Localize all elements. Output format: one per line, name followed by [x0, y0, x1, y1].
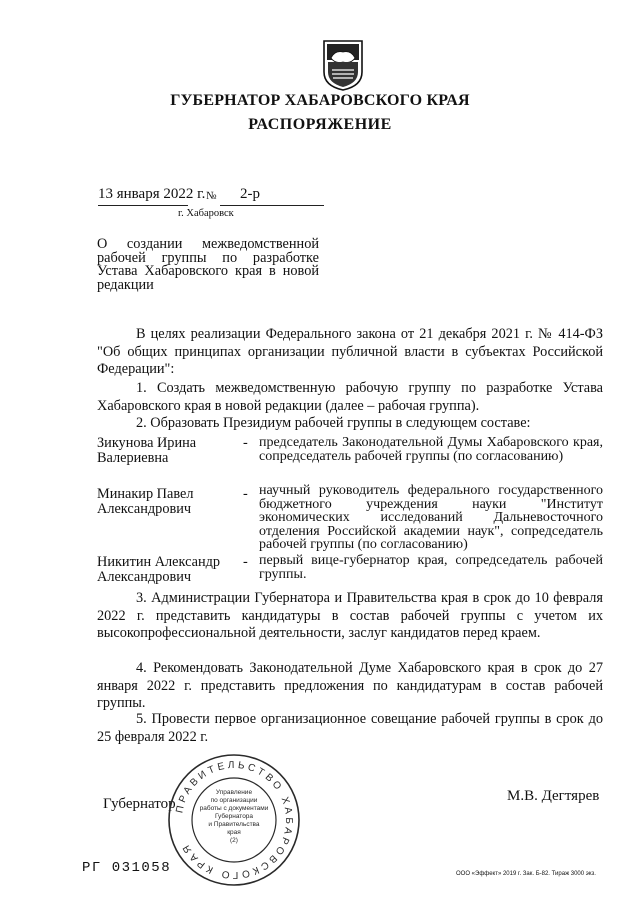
signatory-title: Губернатор	[103, 796, 176, 812]
paragraph-1: 1. Создать межведомственную рабочую группу по разработке Устава Хабаровского края в новой редакции (далее – рабочая группа).	[97, 380, 603, 414]
member-name: Минакир Павел Александрович	[97, 486, 194, 517]
document-date: 13 января 2022 г.	[98, 186, 206, 202]
member-name: Зикунова Ирина Валериевна	[97, 435, 197, 466]
member-dash: -	[243, 435, 248, 451]
svg-text:и Правительства: и Правительства	[208, 821, 260, 828]
document-city: г. Хабаровск	[178, 208, 234, 219]
registration-number: РГ 031058	[82, 860, 172, 876]
official-stamp-seal	[166, 752, 302, 888]
member-role: первый вице-губернатор края, сопредседатель рабочей группы.	[259, 553, 603, 582]
member-name: Никитин Александр Александрович	[97, 554, 221, 585]
svg-text:Управление: Управление	[215, 789, 253, 796]
coat-of-arms-emblem	[321, 38, 365, 92]
svg-text:работы с документами: работы с документами	[199, 805, 269, 812]
member-dash: -	[243, 486, 248, 502]
svg-text:края: края	[227, 829, 241, 836]
authority-title: ГУБЕРНАТОР ХАБАРОВСКОГО КРАЯ	[170, 92, 470, 109]
svg-text:(2): (2)	[230, 837, 238, 844]
document-type-title: РАСПОРЯЖЕНИЕ	[248, 116, 392, 133]
print-info: ООО «Эффект» 2019 г. Зак. Б-82. Тираж 3000 экз.	[456, 871, 596, 877]
svg-text:ПРАВИТЕЛЬСТВО ХАБАРОВСКОГО КРА: ПРАВИТЕЛЬСТВО ХАБАРОВСКОГО КРАЯ	[174, 759, 295, 881]
intro-paragraph: В целях реализации Федерального закона от 21 декабря 2021 г. № 414-ФЗ "Об общих принципах организации публичной власти в субъектах Российской Федерации":	[97, 326, 603, 377]
document-subject: О создании межведомственной рабочей группы по разработке Устава Хабаровского края в новой редакции	[97, 236, 319, 293]
member-role: председатель Законодательной Думы Хабаровского края, сопредседатель рабочей группы (по согласованию)	[259, 435, 603, 464]
document-number: 2-р	[240, 186, 260, 202]
svg-text:по организации: по организации	[210, 797, 258, 804]
paragraph-2: 2. Образовать Президиум рабочей группы в следующем составе:	[136, 415, 531, 431]
member-role: научный руководитель федерального государственного бюджетного учреждения науки "Институт экономических исследований Дальневосточного отделения Российской академии наук", сопредседатель рабочей группы (по согласованию)	[259, 483, 603, 553]
signatory-name: М.В. Дегтярев	[507, 788, 600, 804]
date-underline	[98, 205, 188, 206]
paragraph-4: 4. Рекомендовать Законодательной Думе Хабаровского края в срок до 27 января 2022 г. представить предложения по кандидатурам в состав рабочей группы.	[97, 660, 603, 711]
number-underline	[220, 205, 324, 206]
paragraph-5: 5. Провести первое организационное совещание рабочей группы в срок до 25 февраля 2022 г.	[97, 711, 603, 745]
paragraph-3: 3. Администрации Губернатора и Правительства края в срок до 10 февраля 2022 г. представить кандидатуры в состав рабочей группы с учетом их высокопрофессиональной деятельности, заслуг кандидатов перед краем.	[97, 590, 603, 641]
svg-text:Губернатора: Губернатора	[214, 813, 254, 820]
member-dash: -	[243, 554, 248, 570]
number-label: №	[206, 190, 217, 202]
